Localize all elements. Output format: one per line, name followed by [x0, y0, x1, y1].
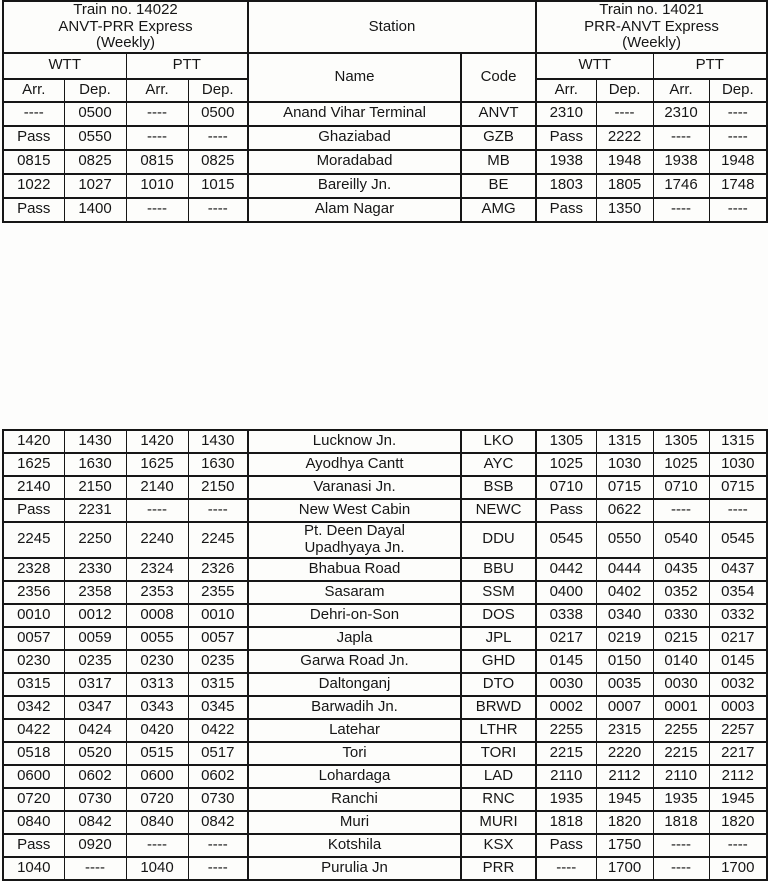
wtt-dep-cell: 1945 — [596, 788, 653, 811]
wtt-dep-cell: 0219 — [596, 627, 653, 650]
table-row — [3, 673, 767, 696]
wtt-dep-cell: ---- — [596, 102, 653, 126]
table-row — [3, 719, 767, 742]
wtt-dep-cell: 1805 — [596, 174, 653, 198]
ptt-dep-cell: ---- — [188, 198, 248, 222]
ptt-dep-cell: 0145 — [709, 650, 767, 673]
ptt-arr-cell: 0215 — [653, 627, 709, 650]
station-code-cell: GHD — [461, 650, 536, 673]
table-row — [3, 857, 767, 880]
station-name-cell: Alam Nagar — [248, 198, 461, 222]
wtt-arr-cell: 0422 — [3, 719, 64, 742]
left-train-name: ANVT-PRR Express — [58, 17, 193, 35]
ptt-dep-cell: 0315 — [188, 673, 248, 696]
name-header: Name — [248, 53, 461, 102]
wtt-dep-cell: 0424 — [64, 719, 126, 742]
ptt-dep-cell: ---- — [188, 499, 248, 522]
code-header: Code — [461, 53, 536, 102]
wtt-arr-cell: 2110 — [536, 765, 596, 788]
wtt-arr-cell: 1305 — [536, 430, 596, 453]
ptt-dep-cell: ---- — [188, 834, 248, 857]
ptt-dep-cell: 1948 — [709, 150, 767, 174]
ptt-dep-cell: 1030 — [709, 453, 767, 476]
wtt-dep-cell: 0402 — [596, 581, 653, 604]
ptt-arr-cell: ---- — [126, 499, 188, 522]
wtt-dep-cell: ---- — [64, 857, 126, 880]
left-train-frequency: (Weekly) — [96, 34, 155, 51]
ptt-dep-cell: 1015 — [188, 174, 248, 198]
wtt-dep-cell: 1820 — [596, 811, 653, 834]
ptt-dep-cell: 2355 — [188, 581, 248, 604]
wtt-arr-cell: 1040 — [3, 857, 64, 880]
ptt-arr-cell: 1625 — [126, 453, 188, 476]
wtt-arr-cell: Pass — [3, 126, 64, 150]
wtt-arr-cell: 1935 — [536, 788, 596, 811]
ptt-dep-cell: 0010 — [188, 604, 248, 627]
right-train-name: PRR-ANVT Express — [584, 17, 719, 35]
station-code-cell: TORI — [461, 742, 536, 765]
ptt-dep-cell: 0003 — [709, 696, 767, 719]
ptt-arr-cell: 1746 — [653, 174, 709, 198]
wtt-arr-cell: 0217 — [536, 627, 596, 650]
ptt-arr-cell: 1420 — [126, 430, 188, 453]
wtt-dep-cell: 0715 — [596, 476, 653, 499]
wtt-dep-cell: 0520 — [64, 742, 126, 765]
top-section-rows — [3, 102, 767, 222]
wtt-arr-cell: 0600 — [3, 765, 64, 788]
wtt-dep-cell: 2330 — [64, 558, 126, 581]
ptt-dep-cell: 2326 — [188, 558, 248, 581]
wtt-arr-cell: 2356 — [3, 581, 64, 604]
ptt-dep-cell: ---- — [709, 198, 767, 222]
ptt-dep-cell: 0730 — [188, 788, 248, 811]
ptt-arr-cell: 0720 — [126, 788, 188, 811]
wtt-arr-cell: 0720 — [3, 788, 64, 811]
wtt-dep-cell: 1030 — [596, 453, 653, 476]
ptt-dep-cell: 1630 — [188, 453, 248, 476]
ptt-arr-cell: ---- — [126, 102, 188, 126]
wtt-dep-cell: 0842 — [64, 811, 126, 834]
ptt-dep-cell: 0842 — [188, 811, 248, 834]
ptt-dep-cell: 0422 — [188, 719, 248, 742]
ptt-arr-cell: 0352 — [653, 581, 709, 604]
wtt-arr-cell: 0338 — [536, 604, 596, 627]
ptt-arr-cell: ---- — [653, 198, 709, 222]
ptt-arr-cell: ---- — [126, 126, 188, 150]
wtt-arr-cell: 0442 — [536, 558, 596, 581]
wtt-dep-cell: 0347 — [64, 696, 126, 719]
wtt-dep-cell: 1350 — [596, 198, 653, 222]
ptt-arr-cell: 2140 — [126, 476, 188, 499]
ptt-dep-cell: 0354 — [709, 581, 767, 604]
table-row — [3, 558, 767, 581]
wtt-dep-cell: 2112 — [596, 765, 653, 788]
wtt-arr-cell: 2140 — [3, 476, 64, 499]
wtt-arr-cell: Pass — [3, 499, 64, 522]
timetable-top-section — [2, 0, 768, 223]
ptt-arr-cell: 0540 — [653, 522, 709, 558]
left-train-header — [3, 1, 248, 53]
ptt-arr-cell: 1818 — [653, 811, 709, 834]
ptt-arr-header-right: Arr. — [653, 79, 709, 102]
wtt-arr-cell: Pass — [536, 126, 596, 150]
station-name-cell: Bhabua Road — [248, 558, 461, 581]
wtt-arr-cell: 0030 — [536, 673, 596, 696]
ptt-dep-cell: ---- — [188, 857, 248, 880]
table-row — [3, 742, 767, 765]
right-train-frequency: (Weekly) — [622, 34, 681, 51]
wtt-arr-cell: 2245 — [3, 522, 64, 558]
ptt-dep-cell: 1430 — [188, 430, 248, 453]
station-name-cell: Ayodhya Cantt — [248, 453, 461, 476]
ptt-arr-cell: 1040 — [126, 857, 188, 880]
wtt-dep-cell: 0444 — [596, 558, 653, 581]
ptt-dep-cell: 1820 — [709, 811, 767, 834]
ptt-arr-cell: 2240 — [126, 522, 188, 558]
wtt-arr-cell: 1420 — [3, 430, 64, 453]
station-name-cell: Lucknow Jn. — [248, 430, 461, 453]
ptt-arr-cell: 0435 — [653, 558, 709, 581]
station-name-cell: Pt. Deen Dayal Upadhyaya Jn. — [248, 522, 461, 558]
wtt-dep-cell: 2358 — [64, 581, 126, 604]
bottom-section-rows — [3, 430, 767, 880]
station-name-cell: Daltonganj — [248, 673, 461, 696]
wtt-arr-cell: 0230 — [3, 650, 64, 673]
table-row — [3, 811, 767, 834]
wtt-dep-cell: 0007 — [596, 696, 653, 719]
table-row — [3, 627, 767, 650]
station-header: Station — [248, 1, 536, 53]
ptt-arr-cell: 2310 — [653, 102, 709, 126]
ptt-arr-cell: 0515 — [126, 742, 188, 765]
wtt-arr-cell: Pass — [3, 198, 64, 222]
table-row — [3, 198, 767, 222]
station-name-cell: Japla — [248, 627, 461, 650]
ptt-dep-cell: ---- — [709, 499, 767, 522]
ptt-arr-cell: 0055 — [126, 627, 188, 650]
station-name-cell: Purulia Jn — [248, 857, 461, 880]
station-name-cell: Varanasi Jn. — [248, 476, 461, 499]
station-code-cell: MURI — [461, 811, 536, 834]
ptt-arr-cell: ---- — [653, 126, 709, 150]
ptt-dep-cell: 2150 — [188, 476, 248, 499]
table-row — [3, 453, 767, 476]
wtt-dep-cell: 2250 — [64, 522, 126, 558]
wtt-dep-header-left: Dep. — [64, 79, 126, 102]
wtt-dep-cell: 1750 — [596, 834, 653, 857]
wtt-arr-header-right: Arr. — [536, 79, 596, 102]
wtt-dep-cell: 1027 — [64, 174, 126, 198]
ptt-header-right: PTT — [653, 53, 767, 79]
station-name-cell: New West Cabin — [248, 499, 461, 522]
ptt-dep-cell: 0437 — [709, 558, 767, 581]
table-row — [3, 174, 767, 198]
ptt-arr-cell: 0815 — [126, 150, 188, 174]
ptt-dep-cell: 0057 — [188, 627, 248, 650]
station-code-cell: PRR — [461, 857, 536, 880]
station-code-cell: MB — [461, 150, 536, 174]
table-row — [3, 126, 767, 150]
wtt-dep-cell: 0317 — [64, 673, 126, 696]
ptt-arr-header-left: Arr. — [126, 79, 188, 102]
ptt-dep-cell: 2217 — [709, 742, 767, 765]
wtt-arr-cell: Pass — [536, 499, 596, 522]
ptt-arr-cell: 2353 — [126, 581, 188, 604]
ptt-dep-cell: 0235 — [188, 650, 248, 673]
station-name-cell: Ghaziabad — [248, 126, 461, 150]
wtt-dep-cell: 2222 — [596, 126, 653, 150]
station-code-cell: LTHR — [461, 719, 536, 742]
wtt-dep-cell: 0059 — [64, 627, 126, 650]
table-row — [3, 696, 767, 719]
ptt-dep-cell: ---- — [709, 126, 767, 150]
ptt-arr-cell: 0600 — [126, 765, 188, 788]
station-name-cell: Tori — [248, 742, 461, 765]
ptt-arr-cell: 0230 — [126, 650, 188, 673]
wtt-arr-cell: 2255 — [536, 719, 596, 742]
ptt-arr-cell: ---- — [653, 499, 709, 522]
station-name-cell: Ranchi — [248, 788, 461, 811]
ptt-arr-cell: 1025 — [653, 453, 709, 476]
station-code-cell: DOS — [461, 604, 536, 627]
ptt-arr-cell: 0008 — [126, 604, 188, 627]
ptt-dep-cell: 0500 — [188, 102, 248, 126]
ptt-arr-cell: 0313 — [126, 673, 188, 696]
ptt-dep-header-right: Dep. — [709, 79, 767, 102]
ptt-arr-cell: ---- — [126, 198, 188, 222]
ptt-dep-cell: ---- — [709, 834, 767, 857]
ptt-dep-cell: 0345 — [188, 696, 248, 719]
wtt-dep-cell: 0550 — [64, 126, 126, 150]
timetable-group-header-row — [3, 53, 767, 79]
ptt-arr-cell: 0710 — [653, 476, 709, 499]
wtt-dep-cell: 0550 — [596, 522, 653, 558]
wtt-arr-cell: ---- — [3, 102, 64, 126]
ptt-arr-cell: 1010 — [126, 174, 188, 198]
ptt-dep-cell: 0602 — [188, 765, 248, 788]
wtt-arr-cell: 1818 — [536, 811, 596, 834]
wtt-arr-cell: Pass — [536, 834, 596, 857]
wtt-arr-cell: 0010 — [3, 604, 64, 627]
timetable-bottom-section — [2, 429, 768, 881]
wtt-arr-cell: 2328 — [3, 558, 64, 581]
ptt-dep-header-left: Dep. — [188, 79, 248, 102]
table-row — [3, 834, 767, 857]
wtt-dep-cell: 1948 — [596, 150, 653, 174]
wtt-dep-cell: 2150 — [64, 476, 126, 499]
ptt-arr-cell: 2255 — [653, 719, 709, 742]
ptt-dep-cell: 0545 — [709, 522, 767, 558]
wtt-dep-cell: 1630 — [64, 453, 126, 476]
wtt-arr-cell: 0840 — [3, 811, 64, 834]
wtt-dep-cell: 2231 — [64, 499, 126, 522]
wtt-arr-cell: 0145 — [536, 650, 596, 673]
ptt-arr-cell: 0330 — [653, 604, 709, 627]
ptt-arr-cell: 0030 — [653, 673, 709, 696]
station-name-cell: Muri — [248, 811, 461, 834]
wtt-dep-cell: 0340 — [596, 604, 653, 627]
wtt-arr-cell: Pass — [536, 198, 596, 222]
ptt-dep-cell: 1315 — [709, 430, 767, 453]
wtt-header-left: WTT — [3, 53, 126, 79]
wtt-arr-cell: 0518 — [3, 742, 64, 765]
ptt-dep-cell: 2112 — [709, 765, 767, 788]
wtt-arr-cell: ---- — [536, 857, 596, 880]
ptt-arr-cell: ---- — [126, 834, 188, 857]
wtt-dep-cell: 0012 — [64, 604, 126, 627]
ptt-dep-cell: 0332 — [709, 604, 767, 627]
station-code-cell: BSB — [461, 476, 536, 499]
right-train-header — [536, 1, 767, 53]
table-row — [3, 788, 767, 811]
wtt-arr-cell: 0002 — [536, 696, 596, 719]
station-code-cell: SSM — [461, 581, 536, 604]
station-code-cell: JPL — [461, 627, 536, 650]
wtt-dep-cell: 0150 — [596, 650, 653, 673]
table-row — [3, 765, 767, 788]
table-row — [3, 430, 767, 453]
ptt-dep-cell: 0032 — [709, 673, 767, 696]
station-name-cell: Lohardaga — [248, 765, 461, 788]
wtt-arr-cell: 1022 — [3, 174, 64, 198]
wtt-arr-cell: 0057 — [3, 627, 64, 650]
station-code-cell: AMG — [461, 198, 536, 222]
wtt-dep-cell: 0500 — [64, 102, 126, 126]
table-row — [3, 476, 767, 499]
wtt-dep-cell: 0730 — [64, 788, 126, 811]
wtt-arr-cell: 1803 — [536, 174, 596, 198]
faded-region — [0, 223, 768, 429]
wtt-arr-cell: 0342 — [3, 696, 64, 719]
wtt-arr-header-left: Arr. — [3, 79, 64, 102]
station-code-cell: LAD — [461, 765, 536, 788]
ptt-dep-cell: 2257 — [709, 719, 767, 742]
table-row — [3, 604, 767, 627]
station-name-cell: Latehar — [248, 719, 461, 742]
wtt-dep-cell: 1315 — [596, 430, 653, 453]
wtt-dep-cell: 2220 — [596, 742, 653, 765]
ptt-arr-cell: ---- — [653, 857, 709, 880]
ptt-arr-cell: 0140 — [653, 650, 709, 673]
ptt-arr-cell: 1938 — [653, 150, 709, 174]
wtt-dep-cell: 1430 — [64, 430, 126, 453]
station-code-cell: DTO — [461, 673, 536, 696]
wtt-arr-cell: 1938 — [536, 150, 596, 174]
wtt-dep-cell: 2315 — [596, 719, 653, 742]
ptt-arr-cell: ---- — [653, 834, 709, 857]
ptt-dep-cell: 0715 — [709, 476, 767, 499]
wtt-header-right: WTT — [536, 53, 653, 79]
wtt-arr-cell: 1625 — [3, 453, 64, 476]
station-name-cell: Barwadih Jn. — [248, 696, 461, 719]
ptt-arr-cell: 2215 — [653, 742, 709, 765]
ptt-arr-cell: 1935 — [653, 788, 709, 811]
table-row — [3, 581, 767, 604]
wtt-dep-cell: 1400 — [64, 198, 126, 222]
wtt-arr-cell: 0710 — [536, 476, 596, 499]
station-name-cell: Moradabad — [248, 150, 461, 174]
wtt-arr-cell: 0545 — [536, 522, 596, 558]
table-row — [3, 650, 767, 673]
station-code-cell: BRWD — [461, 696, 536, 719]
table-row — [3, 499, 767, 522]
station-name-cell: Bareilly Jn. — [248, 174, 461, 198]
wtt-dep-cell: 0622 — [596, 499, 653, 522]
table-row — [3, 150, 767, 174]
ptt-arr-cell: 0343 — [126, 696, 188, 719]
station-code-cell: BE — [461, 174, 536, 198]
ptt-dep-cell: ---- — [188, 126, 248, 150]
station-name-cell: Sasaram — [248, 581, 461, 604]
wtt-dep-cell: 0602 — [64, 765, 126, 788]
station-code-cell: KSX — [461, 834, 536, 857]
right-train-number: Train no. 14021 — [599, 1, 704, 18]
station-code-cell: BBU — [461, 558, 536, 581]
wtt-arr-cell: 1025 — [536, 453, 596, 476]
ptt-dep-cell: 1945 — [709, 788, 767, 811]
ptt-arr-cell: 1305 — [653, 430, 709, 453]
table-row — [3, 522, 767, 558]
station-code-cell: LKO — [461, 430, 536, 453]
ptt-dep-cell: 2245 — [188, 522, 248, 558]
ptt-arr-cell: 0001 — [653, 696, 709, 719]
station-name-cell: Garwa Road Jn. — [248, 650, 461, 673]
wtt-arr-cell: 0815 — [3, 150, 64, 174]
ptt-arr-cell: 2324 — [126, 558, 188, 581]
train-header-row — [3, 1, 767, 53]
ptt-dep-cell: ---- — [709, 102, 767, 126]
wtt-dep-cell: 0920 — [64, 834, 126, 857]
ptt-header-left: PTT — [126, 53, 248, 79]
ptt-dep-cell: 0825 — [188, 150, 248, 174]
wtt-dep-header-right: Dep. — [596, 79, 653, 102]
station-code-cell: DDU — [461, 522, 536, 558]
wtt-arr-cell: 2310 — [536, 102, 596, 126]
left-train-number: Train no. 14022 — [73, 1, 178, 18]
station-name-cell: Kotshila — [248, 834, 461, 857]
wtt-arr-cell: 0315 — [3, 673, 64, 696]
wtt-dep-cell: 1700 — [596, 857, 653, 880]
ptt-arr-cell: 0420 — [126, 719, 188, 742]
ptt-arr-cell: 0840 — [126, 811, 188, 834]
station-name-cell: Dehri-on-Son — [248, 604, 461, 627]
wtt-dep-cell: 0825 — [64, 150, 126, 174]
ptt-dep-cell: 0217 — [709, 627, 767, 650]
wtt-arr-cell: 2215 — [536, 742, 596, 765]
ptt-dep-cell: 1700 — [709, 857, 767, 880]
ptt-arr-cell: 2110 — [653, 765, 709, 788]
station-code-cell: AYC — [461, 453, 536, 476]
table-row — [3, 102, 767, 126]
wtt-dep-cell: 0035 — [596, 673, 653, 696]
ptt-dep-cell: 1748 — [709, 174, 767, 198]
wtt-arr-cell: Pass — [3, 834, 64, 857]
station-code-cell: NEWC — [461, 499, 536, 522]
station-code-cell: ANVT — [461, 102, 536, 126]
ptt-dep-cell: 0517 — [188, 742, 248, 765]
wtt-dep-cell: 0235 — [64, 650, 126, 673]
station-code-cell: RNC — [461, 788, 536, 811]
station-code-cell: GZB — [461, 126, 536, 150]
wtt-arr-cell: 0400 — [536, 581, 596, 604]
station-name-cell: Anand Vihar Terminal — [248, 102, 461, 126]
